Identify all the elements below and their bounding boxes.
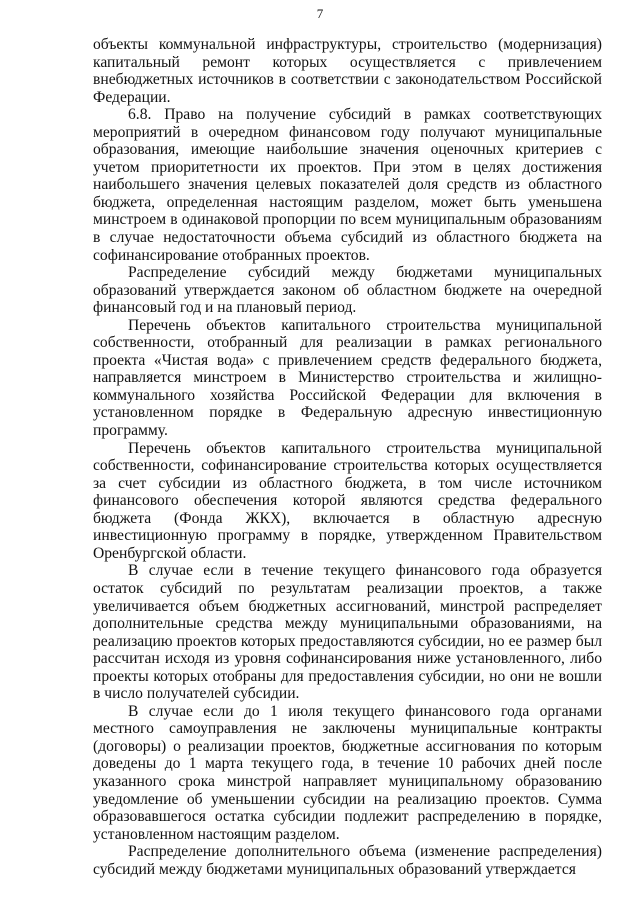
paragraph-clean-water-project: Перечень объектов капитального строительства муниципальной собственности, отобранный для реализации в рамках регионального проекта «Чистая вода» с привлечением средств федерального бюджета, направляется минстроем в Министерство строительства и жилищно-коммунального хозяйства Российской Федерации для включения в установленном порядке в Федеральную адресную инвестиционную программу. xyxy=(93,316,602,440)
page-number: 7 xyxy=(316,6,324,21)
paragraph-additional-volume: Распределение дополнительного объема (изменение распределения) субсидий между бюджетами муниципальных образований утверждается xyxy=(93,843,602,878)
paragraph-subsidy-remainder: В случае если в течение текущего финансового года образуется остаток субсидий по результатам реализации проектов, а также увеличивается объем бюджетных ассигнований, минстрой распределяет дополнительные средства между муниципальными образованиями, на реализацию проектов которых предоставляются субсидии, но ее размер был рассчитан исходя из уровня софинансирования ниже установленного, либо проекты которых отобраны для предоставления субсидии, но они не вошли в число получателей субсидии. xyxy=(93,562,602,703)
paragraph-6-8: 6.8. Право на получение субсидий в рамках соответствующих мероприятий в очередном финансовом году получают муниципальные образования, имеющие наибольшие значения оценочных критериев с учетом приоритетности их проектов. При этом в целях достижения наибольшего значения целевых показателей доля средств из областного бюджета, определенная настоящим разделом, может быть уменьшена минстроем в одинаковой пропорции по всем муниципальным образованиям в случае недостаточности объема субсидий из областного бюджета на софинансирование отобранных проектов. xyxy=(93,106,602,264)
paragraph-contracts-deadline: В случае если до 1 июля текущего финансового года органами местного самоуправления не заключены муниципальные контракты (договоры) о реализации проектов, бюджетные ассигнования по которым доведены до 1 марта текущего года, в течение 10 рабочих дней после указанного срока минстрой направляет муниципальному образованию уведомление об уменьшении субсидии на реализацию проектов. Сумма образовавшегося остатка субсидии подлежит распределению в порядке, установленном настоящим разделом. xyxy=(93,702,602,843)
paragraph-subsidy-distribution: Распределение субсидий между бюджетами муниципальных образований утверждается законом об областном бюджете на очередной финансовый год и на плановый период. xyxy=(93,264,602,317)
paragraph-continuation: объекты коммунальной инфраструктуры, строительство (модернизация) капитальный ремонт которых осуществляется с привлечением внебюджетных источников в соответствии с законодательством Российской Федерации. xyxy=(93,36,602,106)
paragraph-regional-investment-program: Перечень объектов капитального строительства муниципальной собственности, софинансирование строительства которых осуществляется за счет субсидии из областного бюджета, в том числе источником финансового обеспечения которой являются средства федерального бюджета (Фонда ЖКХ), включается в областную адресную инвестиционную программу в порядке, утвержденном Правительством Оренбургской области. xyxy=(93,439,602,562)
document-body xyxy=(93,36,602,878)
